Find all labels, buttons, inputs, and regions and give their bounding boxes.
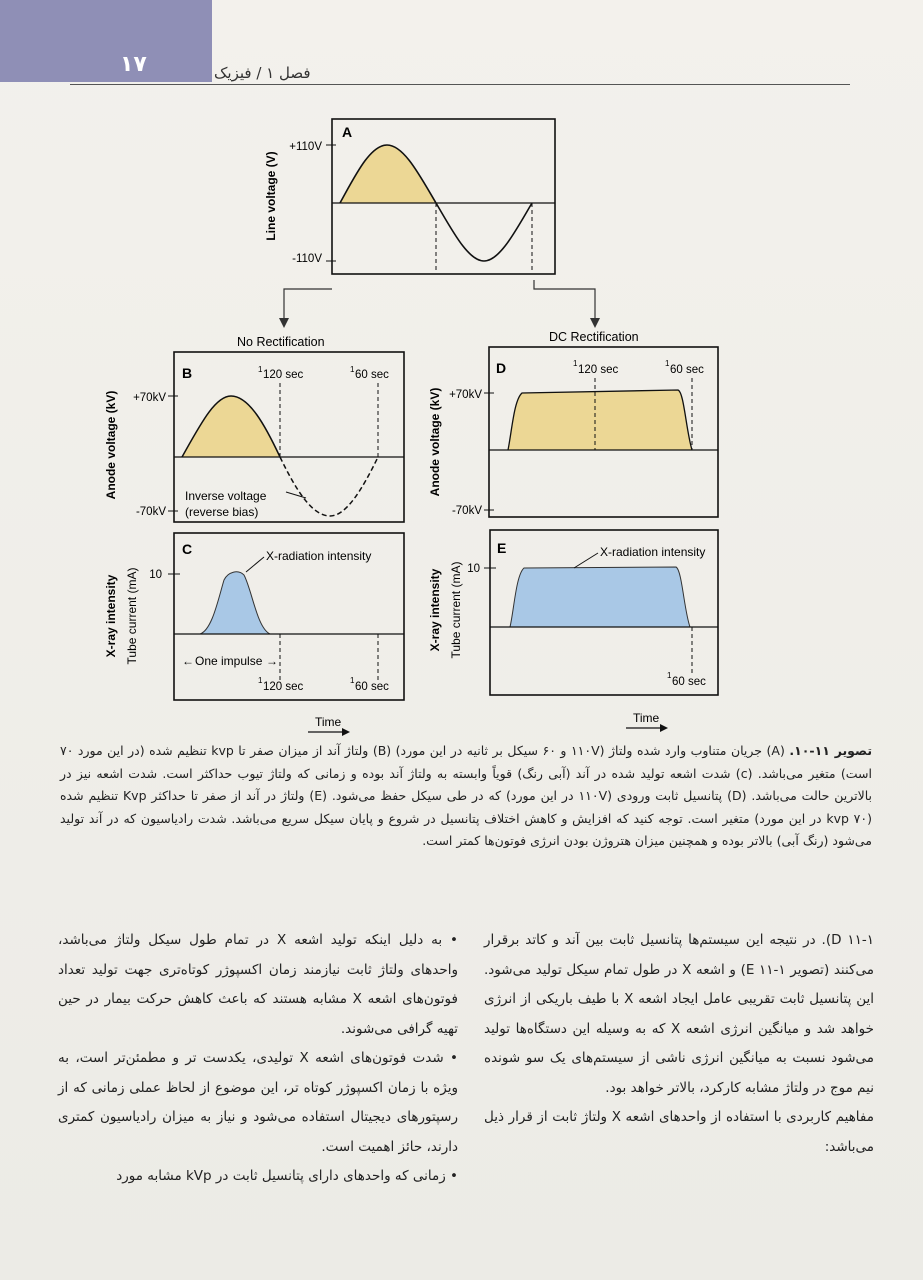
panel-e-ylabel-2: Tube current (mA) bbox=[449, 561, 463, 659]
panel-e-letter: E bbox=[497, 540, 507, 556]
panel-d-tick-bottom: -70kV bbox=[451, 505, 482, 517]
panel-c-t2-den: 60 sec bbox=[355, 681, 389, 693]
caption-lead: تصویر ۱۱-۱۰. bbox=[789, 743, 873, 758]
panel-c-t2-num: 1 bbox=[350, 676, 355, 685]
panel-c-impulse-arrow: ← bbox=[182, 654, 194, 668]
panel-b-tick-top: +70kV bbox=[133, 392, 166, 404]
panel-c-letter: C bbox=[182, 541, 193, 557]
panel-b-positive-fill bbox=[182, 396, 280, 457]
time-axis-right bbox=[626, 711, 668, 732]
panel-d-t2-den: 60 sec bbox=[670, 364, 704, 376]
panel-b-t1-den: 120 sec bbox=[263, 369, 304, 381]
panel-b-tick-bottom: -70kV bbox=[135, 506, 166, 518]
bullet-item: • شدت فوتون‌های اشعه X تولیدی، یکدست تر و مطمئن‌تر است، به ویژه با زمان اکسپوژر کوتاه تر، این موضوع از لحاظ عملی زمانی که از رسپتورهای دیجیتال استفاده می‌شود و نیاز به میزان رادیاسیون کمتری دارند، حائز اهمیت است. bbox=[58, 1044, 458, 1162]
page-number: ۱۷ bbox=[120, 52, 147, 77]
panel-e-t2-den: 60 sec bbox=[672, 676, 706, 688]
time-axis-left bbox=[308, 715, 350, 736]
panel-c-ylabel-1: X-ray intensity bbox=[104, 574, 118, 658]
panel-a-tick-top: +110V bbox=[289, 141, 322, 153]
panel-c-annotation: X-radiation intensity bbox=[266, 549, 372, 563]
panel-e-tick: 10 bbox=[467, 563, 480, 575]
panel-e-ylabel-1: X-ray intensity bbox=[428, 568, 442, 652]
panel-b-annotation-2: (reverse bias) bbox=[185, 505, 259, 519]
panel-c-impulse: One impulse bbox=[195, 654, 263, 668]
no-rectification-title: No Rectification bbox=[237, 335, 325, 349]
panel-b-t2-num: 1 bbox=[350, 365, 355, 374]
panel-b bbox=[104, 352, 404, 522]
panel-a bbox=[264, 119, 555, 274]
panel-b-inverse-curve bbox=[280, 457, 378, 516]
body-column-left bbox=[58, 926, 458, 1192]
panel-c-tick: 10 bbox=[149, 569, 162, 581]
panel-d-t1-den: 120 sec bbox=[578, 364, 619, 376]
panel-c-intensity-fill bbox=[200, 572, 270, 634]
panel-d-ylabel: Anode voltage (kV) bbox=[428, 387, 442, 497]
figure-caption bbox=[60, 740, 872, 853]
time-label-left: Time bbox=[315, 715, 342, 729]
panel-d-tick-top: +70kV bbox=[449, 389, 482, 401]
panel-b-t1-num: 1 bbox=[258, 365, 263, 374]
time-label-right: Time bbox=[633, 711, 660, 725]
panel-a-letter: A bbox=[342, 124, 353, 140]
bullet-item: • به دلیل اینکه تولید اشعه X در تمام طول سیکل ولتاژ می‌باشد، واحدهای ولتاژ ثابت نیازمند زمان اکسپوژر کوتاه‌تری جهت تولید تعداد فوتون‌های اشعه X مشابه هستند که باعث کاهش حرکت بیمار در حین تهیه گرافی می‌شوند. bbox=[58, 926, 458, 1044]
body-column-right bbox=[484, 926, 874, 1162]
panel-b-t2-den: 60 sec bbox=[355, 369, 389, 381]
connector-arrows bbox=[279, 280, 600, 328]
bullet-item: • زمانی که واحدهای دارای پتانسیل ثابت در kVp مشابه مورد bbox=[58, 1162, 458, 1192]
panel-b-letter: B bbox=[182, 365, 193, 381]
panel-a-ylabel: Line voltage (V) bbox=[264, 151, 278, 241]
panel-c bbox=[104, 533, 404, 700]
panel-d-t2-num: 1 bbox=[665, 359, 670, 368]
paragraph: مفاهیم کاربردی با استفاده از واحدهای اشعه X ولتاژ ثابت از قرار ذیل می‌باشد: bbox=[484, 1109, 874, 1155]
panel-c-t1-num: 1 bbox=[258, 676, 263, 685]
panel-d-letter: D bbox=[496, 360, 507, 376]
dc-rectification-title: DC Rectification bbox=[549, 330, 639, 344]
running-head: فصل ۱ / فیزیک bbox=[214, 64, 311, 82]
panel-a-positive-fill bbox=[340, 145, 436, 203]
panel-b-ylabel: Anode voltage (kV) bbox=[104, 390, 118, 500]
panel-d-voltage-fill bbox=[508, 390, 692, 450]
panel-c-ylabel-2: Tube current (mA) bbox=[125, 567, 139, 665]
panel-e-t2-num: 1 bbox=[667, 671, 672, 680]
panel-e bbox=[428, 530, 718, 695]
caption-text: (A) جریان متناوب وارد شده ولتاژ (۱۱۰V و ۶۰ سیکل بر ثانیه در این مورد) (B) ولتاژ آند از میزان صفر تا kvp تنظیم شده (در این مورد ۷۰ است) متغیر می‌باشد. (c) شدت اشعه تولید شده در آند (آبی رنگ) قویاً وابسته به ولتاژ آند بوده و زمانی که ولتاژ تیوب حداکثر است. شدت اشعه نیز در بالاترین حالت می‌باشد. (D) پتانسیل ثابت ورودی (۱۱۰V در این مورد) که در طی سیکل حفظ می‌شود. (E) ولتاژ در آند از صفر تا حداکثر Kvp تنظیم شده (kvp ۷۰ در این مورد) متغیر است. توجه کنید که افزایش و کاهش اختلاف پتانسیل در شروع و پایان سیکل سریع می‌باشد. شدت رادیاسیون که در آند تولید می‌شود (رنگ آبی) بالاتر بوده و همچنین میزان هتروژن بودن انرژی فوتون‌ها کمتر است. bbox=[60, 743, 872, 848]
panel-a-tick-bottom: -110V bbox=[292, 253, 322, 265]
panel-b-annotation-1: Inverse voltage bbox=[185, 489, 267, 503]
panel-c-t1-den: 120 sec bbox=[263, 681, 304, 693]
panel-e-intensity-fill bbox=[510, 567, 690, 627]
panel-c-impulse-arrow-right: → bbox=[266, 654, 278, 668]
panel-d-t1-num: 1 bbox=[573, 359, 578, 368]
panel-d bbox=[428, 347, 718, 517]
panel-e-annotation: X-radiation intensity bbox=[600, 545, 706, 559]
paragraph: D ۱۱-۱). در نتیجه این سیستم‌ها پتانسیل ثابت بین آند و کاتد برقرار می‌کنند (تصویر E ۱۱-۱) و اشعه X در طول تمام سیکل تولید می‌شود. این پتانسیل ثابت تقریبی عامل ایجاد اشعه X با طیف باریکی از انرژی خواهد شد و میانگین انرژی اشعه X که به وسیله این دستگاه‌ها تولید می‌شود نسبت به میانگین انرژی ناشی از سیستم‌های یک سو شونده نیم موج در ولتاژ مشابه کارکرد، بالاتر خواهد بود. bbox=[484, 932, 874, 1096]
